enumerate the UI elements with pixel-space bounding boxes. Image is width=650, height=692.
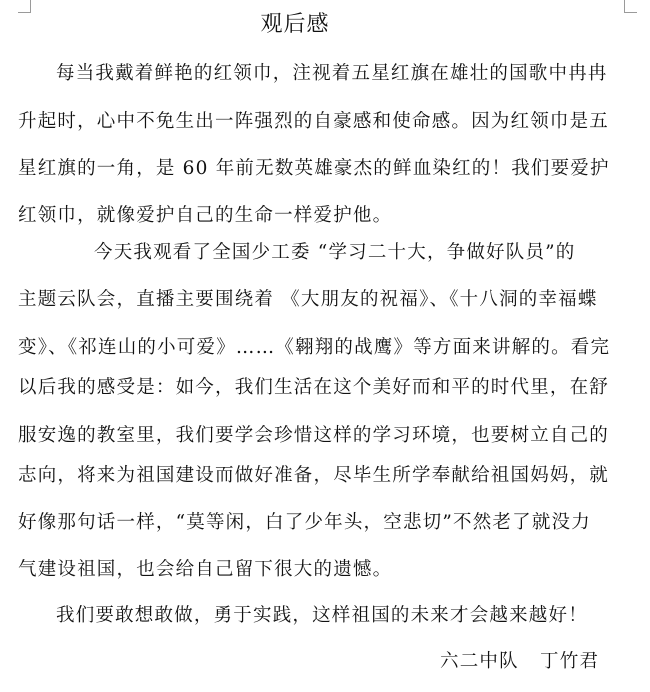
paragraph-1-line-1: 每当我戴着鲜艳的红领巾，注视着五星红旗在雄壮的国歌中冉冉	[56, 63, 608, 84]
author-signature: 六二中队 丁竹君	[440, 651, 600, 672]
paragraph-1-line-2: 升起时，心中不免生出一阵强烈的自豪感和使命感。因为红领巾是五	[18, 111, 610, 132]
paragraph-1-line-4: 红领巾，就像爱护自己的生命一样爱护他。	[18, 205, 393, 226]
paragraph-2-line-3: 变》、《祁连山的小可爱》……《翱翔的战鹰》等方面来讲解的。看完	[18, 337, 611, 358]
paragraph-2-line-8: 气建设祖国，也会给自己留下很大的遗憾。	[18, 559, 393, 580]
paragraph-3-line-1: 我们要敢想敢做，勇于实践，这样祖国的未来才会越来越好！	[56, 605, 588, 626]
paragraph-2-line-4: 以后我的感受是：如今，我们生活在这个美好而和平的时代里，在舒	[18, 377, 610, 398]
paragraph-2-line-2: 主题云队会，直播主要围绕着 《大朋友的祝福》、《十八洞的幸福蝶	[18, 289, 598, 310]
paragraph-2-line-6: 志向，将来为祖国建设而做好准备，尽毕生所学奉献给祖国妈妈，就	[18, 465, 610, 486]
paragraph-2-line-7: 好像那句话一样，“莫等闲，白了少年头，空悲切”不然老了就没力	[18, 512, 591, 533]
paragraph-2-line-1: 今天我观看了全国少工委 “学习二十大，争做好队员”的	[94, 242, 576, 263]
paragraph-2-line-5: 服安逸的教室里，我们要学会珍惜这样的学习环境，也要树立自己的	[18, 425, 610, 446]
paragraph-1-line-3: 星红旗的一角，是 60 年前无数英雄豪杰的鲜血染红的！我们要爱护	[18, 158, 610, 179]
page-corner-mark-right	[624, 0, 637, 13]
document-title: 观后感	[260, 12, 330, 37]
